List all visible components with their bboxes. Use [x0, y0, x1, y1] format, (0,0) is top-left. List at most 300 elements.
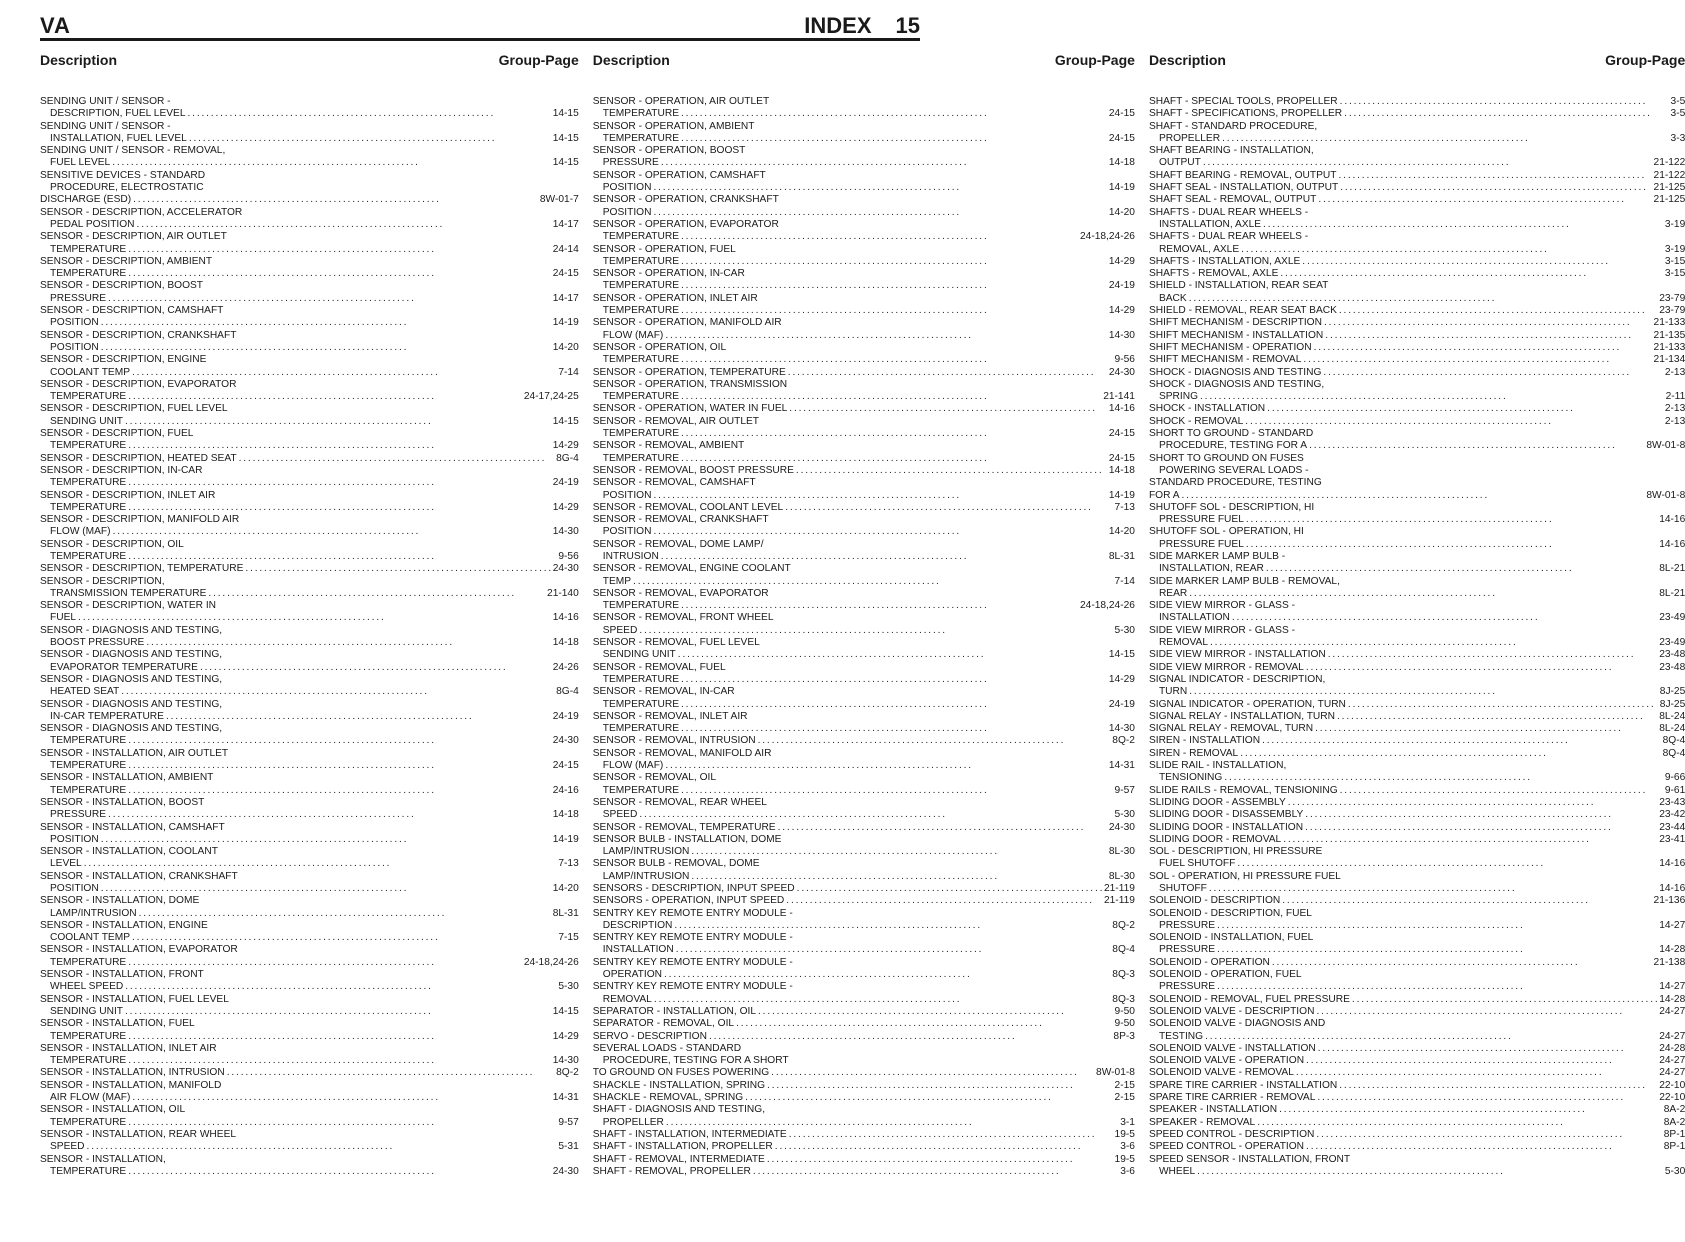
entry-heading: SENSOR - DESCRIPTION, ENGINE [40, 354, 207, 366]
entry-line [1149, 305, 1685, 317]
dot-leader [137, 219, 551, 231]
dot-leader [1222, 133, 1668, 145]
entry-text: INSTALLATION [1158, 612, 1230, 624]
group-page-ref: 14-30 [552, 526, 579, 538]
dot-leader [128, 440, 550, 452]
entry-heading: SLIDE RAIL - INSTALLATION, [1148, 760, 1287, 772]
column-header-description: Description [1148, 52, 1226, 68]
dot-leader [1217, 981, 1657, 993]
entry-line [1149, 1141, 1685, 1153]
entry-text: SPEED [602, 809, 638, 821]
entry-heading: SENSOR - DESCRIPTION, CAMSHAFT [40, 305, 224, 317]
entry-line [593, 1080, 1135, 1092]
index-entry [593, 1166, 1135, 1178]
index-entry [1149, 182, 1685, 194]
entry-line [593, 354, 1135, 366]
dot-leader [101, 317, 551, 329]
index-column-1 [40, 52, 579, 1178]
dot-leader [128, 551, 556, 563]
dot-leader [639, 625, 1112, 637]
dot-leader [1324, 317, 1652, 329]
entry-text: SENDING UNIT [602, 649, 676, 661]
dot-leader [681, 280, 1107, 292]
index-entry [40, 723, 579, 748]
index-entry [40, 772, 579, 797]
index-entry [1149, 1055, 1685, 1067]
group-page-ref: 8L-21 [1659, 563, 1685, 575]
entry-heading: SENSOR - INSTALLATION, FUEL [40, 1018, 195, 1030]
entry-heading: SENSOR - DESCRIPTION, EVAPORATOR [40, 378, 237, 390]
index-entry [1149, 871, 1685, 896]
group-page-ref: 9-57 [558, 1116, 579, 1128]
index-entry [1149, 305, 1685, 317]
group-page-ref: 24-14 [552, 243, 579, 255]
entry-text: INSTALLATION, REAR [1158, 563, 1264, 575]
index-entry [1149, 994, 1685, 1006]
entry-line [1149, 957, 1685, 969]
entry-text: SHIELD - REMOVAL, REAR SEAT BACK [1148, 305, 1337, 317]
entry-text: POSITION [50, 833, 99, 845]
entry-line [593, 330, 1135, 342]
entry-text: SLIDING DOOR - INSTALLATION [1148, 821, 1304, 833]
entry-line [593, 391, 1135, 403]
index-entry [40, 428, 579, 453]
entry-text: SLIDING DOOR - REMOVAL [1148, 833, 1282, 845]
entry-heading: SENSOR - INSTALLATION, [40, 1153, 166, 1165]
entry-heading: SENSOR - INSTALLATION, BOOST [40, 796, 205, 808]
entry-line [40, 453, 579, 465]
dot-leader [681, 391, 1101, 403]
entry-heading: SENSOR - OPERATION, AIR OUTLET [592, 96, 770, 107]
entry-line [1149, 858, 1685, 870]
group-page-ref: 14-19 [552, 833, 579, 845]
group-page-ref: 21-133 [1653, 317, 1685, 329]
index-entry [1149, 674, 1685, 699]
dot-leader [1197, 1166, 1663, 1178]
group-page-ref: 2-13 [1664, 403, 1685, 415]
dot-leader [771, 1067, 1094, 1079]
group-page-ref: 14-16 [1108, 403, 1135, 415]
entry-line [1149, 686, 1685, 698]
entry-line [40, 477, 579, 489]
entry-line [40, 219, 579, 231]
dot-leader [146, 637, 550, 649]
entry-text: SHAFT BEARING - REMOVAL, OUTPUT [1148, 169, 1337, 181]
entry-text: INSTALLATION, FUEL LEVEL [50, 132, 187, 144]
dot-leader [78, 612, 551, 624]
entry-heading: SOLENOID - DESCRIPTION, FUEL [1148, 907, 1312, 919]
group-page-ref: 21-119 [1103, 883, 1135, 894]
entry-heading: SIDE MARKER LAMP BULB - [1148, 550, 1286, 562]
entry-heading: SENSOR - INSTALLATION, CRANKSHAFT [40, 870, 238, 882]
group-page-ref: 24-19 [1108, 280, 1135, 292]
index-entry [40, 256, 579, 281]
entry-text: SHAFT - REMOVAL, INTERMEDIATE [592, 1153, 765, 1165]
entry-line [40, 182, 579, 194]
group-page-ref: 14-29 [552, 440, 579, 452]
entry-line [40, 834, 579, 846]
entry-text: TEMPERATURE [50, 391, 127, 403]
entry-text: TEMPERATURE [602, 784, 679, 796]
group-page-ref: 24-27 [1659, 1030, 1685, 1042]
entry-heading: SENSOR - INSTALLATION, DOME [40, 895, 200, 907]
entry-text: SIGNAL INDICATOR - OPERATION, TURN [1148, 698, 1346, 710]
group-page-ref: 14-19 [1108, 182, 1135, 194]
group-page-ref: 9-57 [1114, 784, 1135, 796]
index-entry [1149, 354, 1685, 366]
group-page-ref: 23-42 [1659, 809, 1685, 821]
index-entry [593, 1067, 1135, 1079]
index-entry [1149, 649, 1685, 661]
index-entry [40, 1080, 579, 1105]
entry-text: POSITION [50, 317, 99, 329]
entry-line [593, 490, 1135, 502]
entry-line [1149, 170, 1685, 182]
entry-text: SHUTOFF [1158, 883, 1207, 894]
index-entry [1149, 145, 1685, 170]
group-page-ref: 8G-4 [556, 686, 579, 698]
entry-text: INSTALLATION [602, 944, 674, 956]
dot-leader [125, 1006, 551, 1018]
entry-text: TEMPERATURE [50, 243, 127, 255]
entry-text: SIREN - REMOVAL [1148, 747, 1239, 759]
group-page-ref: 22-10 [1659, 1079, 1685, 1091]
entry-text: PEDAL POSITION [50, 218, 135, 230]
entry-text: EVAPORATOR TEMPERATURE [50, 661, 198, 673]
entry-heading: SENSOR - INSTALLATION, AIR OUTLET [40, 747, 229, 759]
dot-leader [1306, 1055, 1657, 1067]
dot-leader [1232, 612, 1657, 624]
entry-heading: SENSOR - DIAGNOSIS AND TESTING, [40, 723, 223, 735]
entry-heading: SHIELD - INSTALLATION, REAR SEAT [1148, 280, 1329, 292]
dot-leader [1344, 108, 1668, 120]
index-entry [1149, 1080, 1685, 1092]
index-entry [593, 170, 1135, 195]
entry-line [40, 526, 579, 538]
entry-text: BOOST PRESSURE [50, 637, 145, 649]
index-entry [593, 367, 1135, 379]
group-page-ref: 14-18 [552, 809, 579, 821]
entry-text: PROCEDURE, TESTING FOR A [1158, 440, 1308, 452]
index-entry [1149, 895, 1685, 907]
entry-line [1149, 1031, 1685, 1043]
entry-heading: SENSOR - DESCRIPTION, OIL [40, 538, 184, 550]
entry-text: LAMP/INTRUSION [602, 870, 690, 882]
group-page-ref: 14-19 [552, 317, 579, 329]
entry-line [593, 895, 1135, 907]
entry-heading: SIDE MARKER LAMP BULB - REMOVAL, [1148, 575, 1340, 587]
entry-heading: SENSOR - DIAGNOSIS AND TESTING, [40, 698, 223, 710]
entry-heading: SENSOR - DIAGNOSIS AND TESTING, [40, 649, 223, 661]
index-entry [593, 834, 1135, 859]
index-entry [40, 649, 579, 674]
group-page-ref: 8Q-4 [1662, 735, 1685, 747]
entry-heading: SENSOR - INSTALLATION, FUEL LEVEL [40, 993, 229, 1005]
index-entry [40, 994, 579, 1019]
dot-leader [1246, 514, 1657, 526]
dot-leader [767, 1080, 1113, 1092]
dot-leader [681, 231, 1078, 243]
entry-line [1149, 612, 1685, 624]
entry-text: PRESSURE [1158, 944, 1215, 956]
entry-text: SPEED [50, 1141, 85, 1153]
group-page-ref: 14-29 [552, 501, 579, 513]
entry-text: SENSOR - REMOVAL, COOLANT LEVEL [592, 501, 784, 513]
group-page-ref: 14-16 [1659, 858, 1685, 870]
dot-leader [1339, 170, 1652, 182]
entry-line [593, 600, 1135, 612]
dot-leader [1257, 1117, 1662, 1129]
entry-line [593, 723, 1135, 735]
dot-leader [108, 293, 551, 305]
group-page-ref: 8Q-3 [1112, 969, 1135, 981]
entry-line [1149, 465, 1685, 477]
entry-line [40, 317, 579, 329]
index-entry [1149, 551, 1685, 576]
index-entry [1149, 367, 1685, 379]
group-page-ref: 9-61 [1664, 784, 1685, 796]
entry-heading: SEVERAL LOADS - STANDARD [592, 1042, 742, 1054]
index-entry [1149, 403, 1685, 415]
group-page-ref: 21-125 [1653, 182, 1685, 194]
column-header [593, 52, 1135, 96]
dot-leader [1189, 588, 1657, 600]
index-entry [593, 465, 1135, 477]
entry-text: SHIFT MECHANISM - DESCRIPTION [1148, 317, 1322, 329]
group-page-ref: 7-13 [558, 858, 579, 870]
entry-text: LAMP/INTRUSION [50, 907, 137, 919]
group-page-ref: 8L-30 [1108, 870, 1135, 882]
dot-leader [1316, 1129, 1661, 1141]
group-page-ref: 23-49 [1659, 612, 1685, 624]
dot-leader [128, 391, 522, 403]
group-page-ref: 3-5 [1670, 108, 1685, 120]
entry-heading: SENSOR - OPERATION, CRANKSHAFT [592, 194, 779, 206]
index-entry [593, 563, 1135, 588]
index-entry [1149, 576, 1685, 601]
index-entry [1149, 526, 1685, 551]
entry-text: POSITION [602, 206, 652, 218]
column-header [1149, 52, 1685, 96]
entry-text: TEMPERATURE [602, 600, 679, 612]
index-entry [593, 1080, 1135, 1092]
index-entry [593, 514, 1135, 539]
index-entry [40, 354, 579, 379]
entry-text: DESCRIPTION [602, 919, 673, 931]
dot-leader [691, 871, 1107, 883]
dot-leader [653, 207, 1106, 219]
dot-leader [1279, 1104, 1662, 1116]
entry-heading: SHAFT BEARING - INSTALLATION, [1148, 145, 1314, 157]
entry-text: TEMPERATURE [50, 1165, 127, 1177]
dot-leader [87, 1141, 557, 1153]
entry-line [593, 809, 1135, 821]
entry-text: TEMPERATURE [50, 735, 127, 747]
group-page-ref: 21-140 [547, 587, 579, 599]
entry-heading: SHAFT - STANDARD PROCEDURE, [1148, 120, 1318, 132]
entry-text: TEMPERATURE [602, 231, 679, 243]
entry-line [593, 1018, 1135, 1030]
group-page-ref: 3-5 [1670, 96, 1685, 107]
entry-line [40, 711, 579, 723]
dot-leader [1245, 416, 1663, 428]
group-page-ref: 8P-1 [1663, 1128, 1685, 1140]
index-entry [1149, 932, 1685, 957]
group-page-ref: 5-30 [1114, 624, 1135, 636]
dot-leader [676, 944, 1111, 956]
index-entry [1149, 108, 1685, 120]
group-page-ref: 9-56 [1114, 354, 1135, 366]
group-page-ref: 23-79 [1659, 305, 1685, 317]
index-entry [593, 539, 1135, 564]
group-page-ref: 24-30 [552, 1165, 579, 1177]
group-page-ref: 14-20 [1108, 206, 1135, 218]
dot-leader [1237, 858, 1657, 870]
entry-heading: SENSOR - INSTALLATION, FRONT [40, 969, 204, 981]
entry-line [593, 428, 1135, 440]
group-page-ref: 24-19 [552, 710, 579, 722]
index-entry [1149, 342, 1685, 354]
entry-text: FUEL [50, 612, 77, 624]
group-page-ref: 8A-2 [1663, 1104, 1685, 1116]
dot-leader [681, 428, 1107, 440]
entry-text: SHAFT - INSTALLATION, PROPELLER [592, 1141, 773, 1153]
dot-leader [789, 403, 1107, 415]
entry-heading: SENSOR - REMOVAL, MANIFOLD AIR [592, 747, 772, 759]
group-page-ref: 24-15 [1108, 452, 1135, 464]
index-entry [593, 957, 1135, 982]
group-page-ref: 8W-01-8 [1096, 1067, 1135, 1079]
entry-text: SPEED CONTROL - DESCRIPTION [1148, 1128, 1315, 1140]
entry-heading: SHOCK - DIAGNOSIS AND TESTING, [1148, 378, 1325, 390]
dot-leader [709, 1031, 1111, 1043]
group-page-ref: 8L-21 [1659, 587, 1685, 599]
entry-line [1149, 133, 1685, 145]
index-entry [1149, 760, 1685, 785]
entry-line [1149, 330, 1685, 342]
index-entry [40, 1043, 579, 1068]
dot-leader [666, 1117, 1118, 1129]
dot-leader [758, 735, 1111, 747]
index-entry [40, 1154, 579, 1179]
index-entry [593, 612, 1135, 637]
entry-heading: SENSITIVE DEVICES - STANDARD [40, 169, 206, 181]
entry-line [593, 453, 1135, 465]
dot-leader [128, 760, 550, 772]
group-page-ref: 14-16 [1659, 883, 1685, 894]
column-header [40, 52, 579, 96]
dot-leader [1246, 539, 1657, 551]
dot-leader [128, 1031, 550, 1043]
entry-line [1149, 1092, 1685, 1104]
dot-leader [1240, 748, 1660, 760]
entry-text: TEMPERATURE [50, 784, 127, 796]
entry-line [40, 612, 579, 624]
index-entry [1149, 207, 1685, 232]
group-page-ref: 21-134 [1653, 354, 1685, 366]
entry-line [40, 416, 579, 428]
dot-leader [239, 453, 555, 465]
entry-text: SENSORS - DESCRIPTION, INPUT SPEED [592, 883, 795, 894]
group-page-ref: 24-15 [552, 760, 579, 772]
dot-leader [121, 686, 554, 698]
entry-line [40, 981, 579, 993]
entry-heading: SENSOR - REMOVAL, CRANKSHAFT [592, 514, 769, 526]
index-entry [593, 379, 1135, 404]
entry-text: SENSORS - OPERATION, INPUT SPEED [592, 895, 785, 907]
entry-line [593, 883, 1135, 895]
entry-line [1149, 994, 1685, 1006]
entry-line [1149, 1104, 1685, 1116]
entry-line [1149, 391, 1685, 403]
group-page-ref: 21-138 [1653, 956, 1685, 968]
dot-leader [112, 157, 550, 169]
dot-leader [661, 157, 1107, 169]
entry-line [40, 957, 579, 969]
entry-heading: SENSOR - DESCRIPTION, CRANKSHAFT [40, 329, 237, 341]
entry-line [593, 920, 1135, 932]
group-page-ref: 14-19 [1108, 489, 1135, 501]
group-page-ref: 8P-3 [1113, 1030, 1135, 1042]
group-page-ref: 24-15 [1108, 132, 1135, 144]
entry-text: LEVEL [50, 858, 82, 870]
index-entry [1149, 1154, 1685, 1179]
dot-leader [1241, 244, 1663, 256]
index-entry [1149, 453, 1685, 478]
group-page-ref: 8L-31 [1108, 550, 1135, 562]
entry-text: SPARE TIRE CARRIER - REMOVAL [1148, 1092, 1316, 1104]
index-entry [593, 1006, 1135, 1018]
dot-leader [1309, 440, 1644, 452]
entry-text: WHEEL SPEED [50, 981, 124, 993]
entry-heading: SOL - OPERATION, HI PRESSURE FUEL [1148, 870, 1341, 882]
dot-leader [132, 1092, 550, 1104]
dot-leader [189, 133, 551, 145]
entry-line [40, 858, 579, 870]
group-page-ref: 2-11 [1665, 391, 1685, 403]
entry-line [593, 207, 1135, 219]
group-page-ref: 14-31 [1108, 760, 1135, 772]
entry-text: TEMPERATURE [602, 698, 679, 710]
entry-text: SHIFT MECHANISM - REMOVAL [1148, 354, 1302, 366]
index-entry [593, 96, 1135, 121]
index-entry [40, 96, 579, 121]
index-entry [40, 121, 579, 146]
group-page-ref: 8W-01-7 [539, 194, 579, 206]
index-entry [593, 858, 1135, 883]
entry-text: PRESSURE [1158, 981, 1215, 993]
group-page-ref: 24-19 [1108, 698, 1135, 710]
index-entry [593, 502, 1135, 514]
entry-text: TURN [1158, 686, 1188, 698]
group-page-ref: 8P-1 [1663, 1141, 1685, 1153]
entry-text: SHAFT - SPECIFICATIONS, PROPELLER [1148, 108, 1343, 120]
entry-line [593, 969, 1135, 981]
dot-leader [1302, 256, 1663, 268]
index-entry [1149, 1092, 1685, 1104]
dot-leader [1352, 994, 1657, 1006]
dot-leader [132, 932, 556, 944]
index-entry [40, 465, 579, 490]
entry-line [40, 244, 579, 256]
entry-line [1149, 256, 1685, 268]
group-page-ref: 24-15 [1108, 428, 1135, 440]
entry-text: POSITION [50, 341, 99, 353]
dot-leader [1340, 182, 1651, 194]
entry-line [40, 735, 579, 747]
index-entry [40, 490, 579, 515]
entry-heading: SHAFTS - DUAL REAR WHEELS - [1148, 231, 1309, 243]
